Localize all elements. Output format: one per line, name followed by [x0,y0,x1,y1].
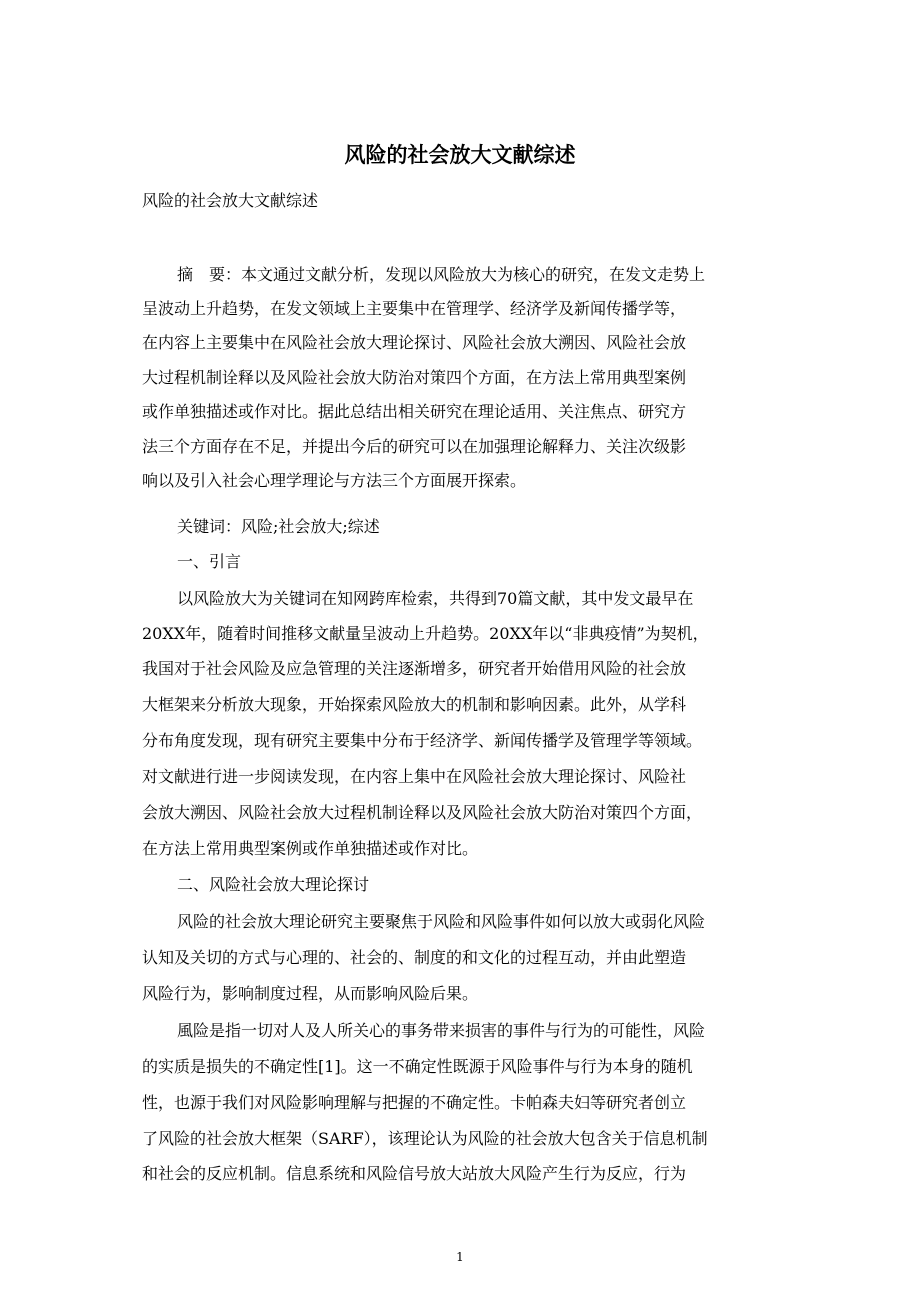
abstract-line: 或作单独描述或作对比。据此总结出相关研究在理论适用、关注焦点、研究方 [142,402,687,421]
paragraph-line: 风险的社会放大理论研究主要聚焦于风险和风险事件如何以放大或弱化风险 [177,912,706,931]
paragraph-line: 大框架来分析放大现象，开始探索风险放大的机制和影响因素。此外，从学科 [142,695,687,714]
abstract-line: 呈波动上升趋势，在发文领域上主要集中在管理学、经济学及新闻传播学等， [142,299,687,318]
document-subtitle: 风险的社会放大文献综述 [142,191,319,210]
paragraph-line: 風险是指一切对人及人所关心的事务带来损害的事件与行为的可能性，风险 [177,1021,706,1040]
paragraph-line: 风险行为，影响制度过程，从而影响风险后果。 [142,984,479,1003]
section-heading: 一、引言 [177,552,242,571]
abstract-line: 大过程机制诠释以及风险社会放大防治对策四个方面，在方法上常用典型案例 [142,368,687,387]
paragraph-line: 以风险放大为关键词在知网跨库检索，共得到70篇文献，其中发文最早在 [177,589,694,608]
abstract-line: 摘 要：本文通过文献分析，发现以风险放大为核心的研究，在发文走势上 [177,265,706,284]
paragraph-line: 的实质是损失的不确定性[1]。这一不确定性既源于风险事件与行为本身的随机 [142,1057,693,1076]
paragraph-line: 在方法上常用典型案例或作单独描述或作对比。 [142,839,479,858]
abstract-line: 响以及引入社会心理学理论与方法三个方面展开探索。 [142,471,527,490]
paragraph-line: 了风险的社会放大框架（SARF），该理论认为风险的社会放大包含关于信息机制 [142,1129,708,1148]
paragraph-line: 对文献进行进一步阅读发现，在内容上集中在风险社会放大理论探讨、风险社 [142,767,687,786]
abstract-line: 法三个方面存在不足，并提出今后的研究可以在加强理论解释力、关注次级影 [142,437,687,456]
paragraph-line: 性，也源于我们对风险影响理解与把握的不确定性。卡帕森夫妇等研究者创立 [142,1093,687,1112]
document-title: 风险的社会放大文献综述 [344,142,576,167]
page-number: 1 [456,1250,464,1264]
paragraph-line: 20XX年，随着时间推移文献量呈波动上升趋势。20XX年以“非典疫情”为契机， [142,624,709,643]
abstract-line: 在内容上主要集中在风险社会放大理论探讨、风险社会放大溯因、风险社会放 [142,333,687,352]
paragraph-line: 分布角度发现，现有研究主要集中分布于经济学、新闻传播学及管理学等领域。 [142,731,703,750]
paragraph-line: 和社会的反应机制。信息系统和风险信号放大站放大风险产生行为反应，行为 [142,1164,687,1183]
section-heading: 二、风险社会放大理论探讨 [177,875,370,894]
keywords: 关键词：风险;社会放大;综述 [177,517,380,536]
paragraph-line: 认知及关切的方式与心理的、社会的、制度的和文化的过程互动，并由此塑造 [142,948,687,967]
paragraph-line: 会放大溯因、风险社会放大过程机制诠释以及风险社会放大防治对策四个方面， [142,803,703,822]
paragraph-line: 我国对于社会风险及应急管理的关注逐渐增多，研究者开始借用风险的社会放 [142,659,687,678]
